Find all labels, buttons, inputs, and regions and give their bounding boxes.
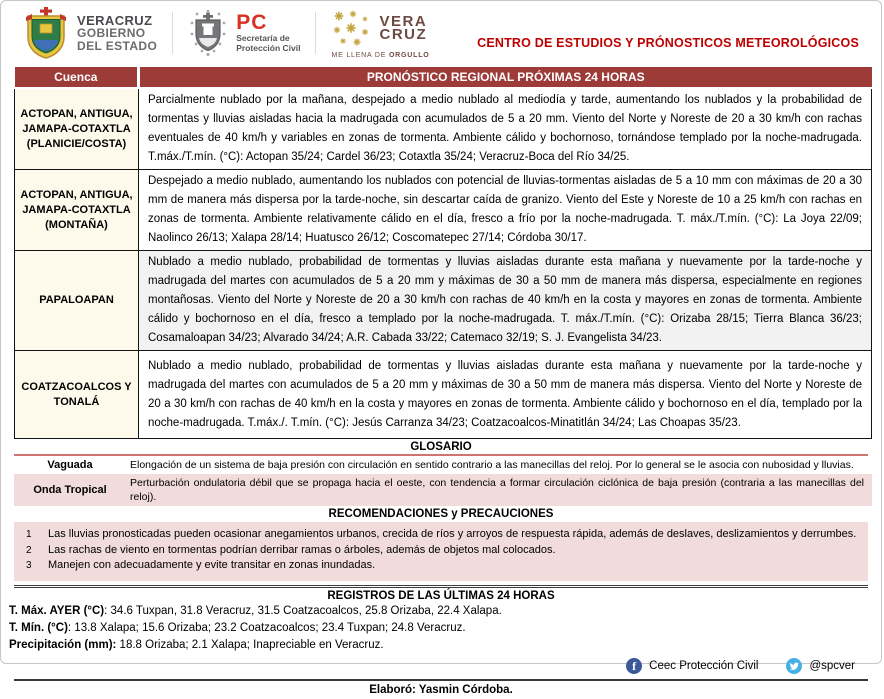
logo-veracruz-brand [331,8,429,59]
facebook-label[interactable]: Ceec Protección Civil [649,659,759,672]
glosario-term: Vaguada [47,459,93,471]
elaboro-credit: Elaboró: Yasmin Córdoba. [369,683,513,696]
twitter-link[interactable] [786,658,855,674]
registro-tmin [1,620,881,637]
glosario-title: GLOSARIO [410,441,472,453]
pc-logo-text [236,13,300,53]
social-links [1,654,881,677]
table-row-coatzacoalcos [15,351,872,439]
facebook-link[interactable] [626,658,758,674]
veracruz-word1: VERA [379,12,428,30]
registro-precip-label: Precipitación (mm): [9,638,117,651]
forecast-text: Parcialmente nublado por la mañana, despejado a medio nublado al mediodía y tarde, aumentando los nublados y la probabilidad de tormentas y lluvias aisladas hacia la madrugada con acumulados de 5 a 20 mm. Viento del Norte y Noreste de 20 a 30 km/h con rachas eventuales de 40 km/h y variables en zonas de tormenta. Ambiente cálido y bochornoso, tornándose templado por la noche-madrugada. T.máx./T.mín. (°C): Actopan 35/24; Cardel 36/23; Cotaxtla 35/24; Veracruz-Boca del Río 34/25. [139,88,872,170]
registro-precipitacion [1,637,881,654]
pc-sub2: Protección Civil [236,43,301,53]
forecast-text: Nublado a medio nublado, probabilidad de tormentas y lluvias aisladas durante esta mañana y nuevamente por la tarde-noche y madrugada del martes con acumulados de 5 a 20 mm y máximas de 30 a 50 mm de manera más dispersa, especialmente en regiones montañosas. Viento del Norte y Noreste de 20 a 30 km/h con rachas de 40 km/h en la costa y mayores en zonas de tormenta. Ambiente cálido y bochornoso en el día, fresco a templado por la noche-madrugada. T. máx./T.mín. (°C): Orizaba 28/15; Tierra Blanca 36/23; Cosamaloapan 34/23; Alvarado 34/24; A.R. Cabada 33/22; Catemaco 32/19; S. J. Evangelista 34/23. [139,251,872,351]
table-row-actopan-montana [15,170,872,251]
facebook-icon[interactable]: f [626,658,642,674]
recomendacion-number: 2 [26,544,32,556]
twitter-label[interactable]: @spcver [809,659,855,672]
header-divider [172,12,173,54]
glosario-row-onda-tropical [14,474,872,506]
cuenca-name: ACTOPAN, ANTIGUA, JAMAPA-COTAXTLA (PLANICIE/COSTA) [15,88,139,170]
recomendacion-item [20,558,858,574]
forecast-text: Despejado a medio nublado, aumentando los nublados con potencial de lluvias-tormentas aisladas de 5 a 10 mm con máximas de 20 a 30 mm de manera más dispersa por la tarde-noche, sin descartar caída de granizo. Viento del Este y Noreste de 10 a 25 km/h con rachas en zonas de tormenta. Ambiente relativamente cálido en el día, fresco a frío por la noche-madrugada. T. máx./T.mín. (°C): La Joya 22/09; Naolinco 26/13; Xalapa 28/14; Huatusco 26/12; Coscomatepec 27/14; Córdoba 30/17. [139,170,872,251]
cuenca-name: PAPALOAPAN [15,251,139,351]
pc-abbr: PC [236,11,268,34]
registro-tmax-label: T. Máx. AYER (°C) [9,604,105,617]
forecast-table-header-row [15,67,872,88]
registro-tmin-values: : 13.8 Xalapa; 15.6 Orizaba; 23.2 Coatzacoalcos; 23.4 Tuxpan; 24.8 Veracruz. [67,621,466,634]
logo-gobierno-veracruz [23,7,157,59]
forecast-text: Nublado a medio nublado, probabilidad de tormentas y lluvias aisladas durante esta mañana y nuevamente por la tarde-noche y madrugada del martes con acumulados de 5 a 20 mm y máximas de 30 a 50 mm de manera más dispersa. Viento del Norte y Noreste de 20 a 30 km/h con rachas de 40 km/h en la costa y mayores en zonas de tormenta. Ambiente cálido y bochornoso en el día, templado por la noche-madrugada. T.máx./. T.mín. (°C): Jesús Carranza 34/23; Coatzacoalcos-Minatitlán 34/24; Las Choapas 35/23. [139,351,872,439]
recomendacion-number: 3 [26,560,32,571]
recomendaciones-title: RECOMENDACIONES y PRECAUCIONES [328,508,554,520]
cuenca-name: ACTOPAN, ANTIGUA, JAMAPA-COTAXTLA (MONTAÑA) [15,170,139,251]
tagline-bold: ORGULLO [388,51,430,59]
glosario-definition: Elongación de un sistema de baja presión con circulación en sentido contrario a las manecillas del reloj. Por lo general se le asocia con nubosidad y lluvias. [130,459,854,471]
gobierno-line3: DEL ESTADO [77,38,158,53]
twitter-icon[interactable] [786,658,802,674]
pc-shield-icon [188,9,228,57]
recomendacion-text: Las lluvias pronosticadas pueden ocasionar anegamientos urbanos, crecida de ríos y arroyos de respuesta rápida, además de deslaves, deslizamientos y derrumbes. [48,528,857,540]
column-header-pronostico: PRONÓSTICO REGIONAL PRÓXIMAS 24 HORAS [139,67,872,88]
logo-proteccion-civil [188,9,300,57]
glosario-row-vaguada [14,456,872,474]
recomendacion-item [20,543,858,559]
veracruz-word2: CRUZ [379,25,428,43]
gobierno-line2: GOBIERNO [77,25,146,40]
gobierno-logo-text [77,14,157,53]
pc-sub1: Secretaría de [236,33,290,43]
recomendacion-text: Las rachas de viento en tormentas podrían derribar ramas o árboles, además de objetos mal colocados. [48,543,556,556]
page-title: CENTRO DE ESTUDIOS Y PRÓNOSTICOS METEOROLÓGICOS [477,36,859,50]
recomendacion-item [20,527,858,543]
registro-tmax [1,603,881,620]
glosario-definition: Perturbación ondulatoria débil que se propaga hacia el oeste, con tendencia a formar circulación ciclónica de baja presión (contraria a las manecillas del reloj). [126,474,872,506]
column-header-cuenca: Cuenca [15,67,139,88]
registro-precip-values: 18.8 Orizaba; 2.1 Xalapa; Inapreciable en Veracruz. [116,638,384,651]
glosario-table [14,456,872,506]
header-divider [315,12,316,54]
veracruz-wordmark [379,12,428,43]
registros-title: REGISTROS DE LAS ÚLTIMAS 24 HORAS [327,589,555,602]
recomendacion-number: 1 [26,529,32,540]
recomendaciones-block [14,522,868,581]
registro-tmax-values: : 34.6 Tuxpan, 31.8 Veracruz, 31.5 Coatzacoalcos, 25.8 Orizaba, 22.4 Xalapa. [104,604,502,617]
glosario-term: Onda Tropical [14,474,126,506]
header [1,1,881,65]
veracruz-tagline [331,52,429,59]
registro-tmin-label: T. Mín. (°C) [9,621,68,634]
gobierno-line1: VERACRUZ [77,12,153,28]
veracruz-pattern-icon [331,8,373,48]
forecast-table [14,67,872,439]
table-row-actopan-costa [15,88,872,170]
veracruz-coat-of-arms-icon [23,7,69,59]
table-row-papaloapan [15,251,872,351]
recomendacion-text: Manejen con adecuadamente y evite transitar en zonas inundadas. [48,559,376,571]
cuenca-name: COATZACOALCOS Y TONALÁ [15,351,139,439]
tagline-prefix: ME LLENA DE [331,51,389,59]
